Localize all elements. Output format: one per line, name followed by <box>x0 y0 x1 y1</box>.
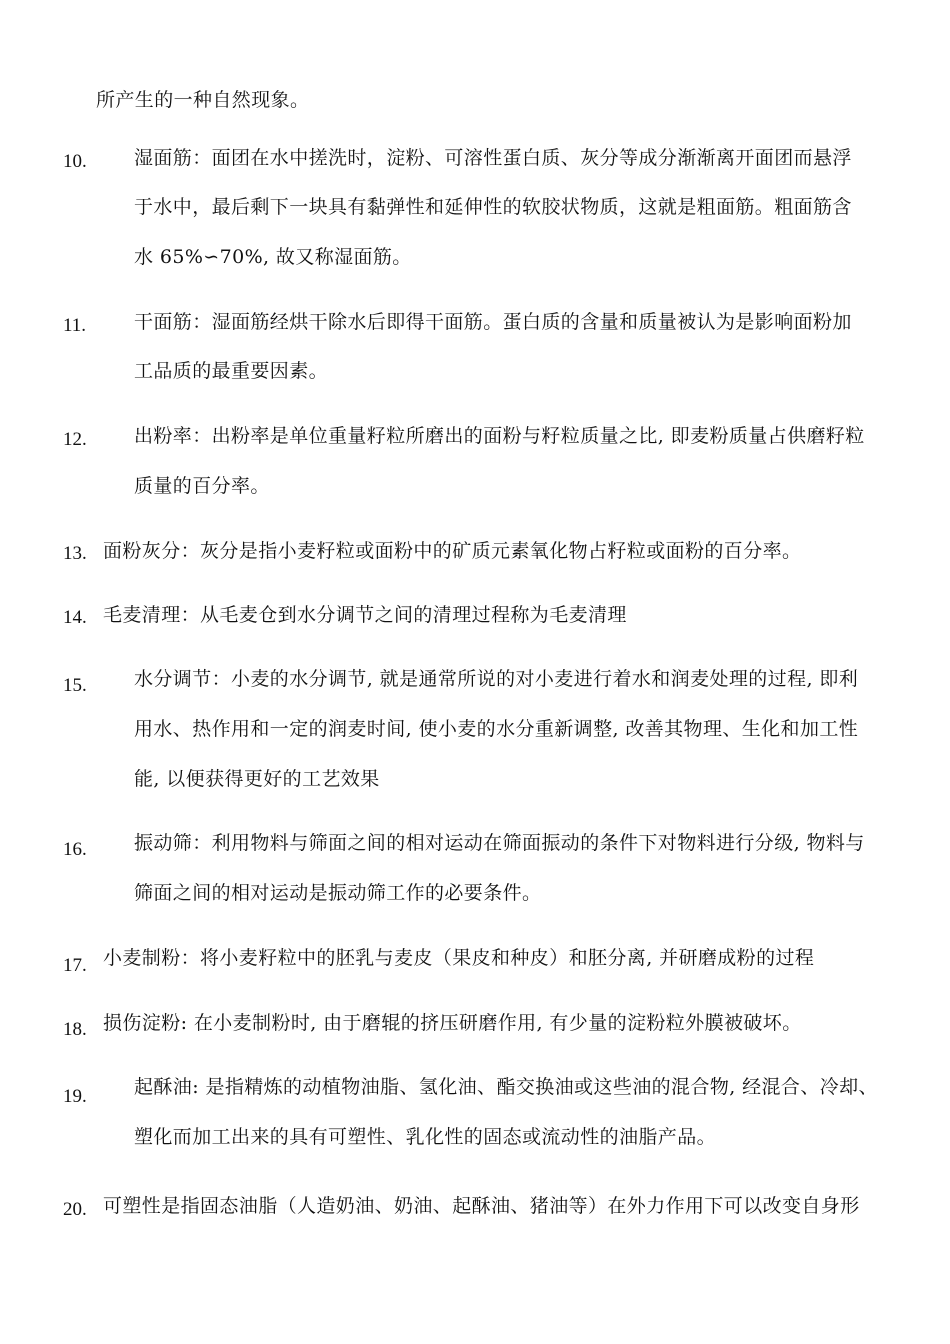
item-number-20: 20. <box>63 1199 87 1220</box>
item-18-line-1: 损伤淀粉: 在小麦制粉时, 由于磨辊的挤压研磨作用, 有少量的淀粉粒外膜被破坏。 <box>103 1012 802 1034</box>
item-19-line-1: 起酥油: 是指精炼的动植物油脂、氢化油、酯交换油或这些油的混合物, 经混合、冷却、 <box>134 1076 878 1098</box>
item-number-13: 13. <box>63 543 87 564</box>
item-number-14: 14. <box>63 607 87 628</box>
item-15-line-2: 用水、热作用和一定的润麦时间, 使小麦的水分重新调整, 改善其物理、生化和加工性 <box>134 718 859 740</box>
item-20-line-1: 可塑性是指固态油脂（人造奶油、奶油、起酥油、猪油等）在外力作用下可以改变自身形 <box>103 1195 860 1217</box>
item-12-line-2: 质量的百分率。 <box>134 475 270 497</box>
item-number-17: 17. <box>63 955 87 976</box>
item-17-line-1: 小麦制粉：将小麦籽粒中的胚乳与麦皮（果皮和种皮）和胚分离, 并研磨成粉的过程 <box>103 947 815 969</box>
item-10-line-2: 于水中，最后剩下一块具有黏弹性和延伸性的软胶状物质，这就是粗面筋。粗面筋含 <box>134 196 852 218</box>
item-15-line-3: 能, 以便获得更好的工艺效果 <box>134 768 380 790</box>
continuation-text: 所产生的一种自然现象。 <box>96 89 310 111</box>
item-16-line-2: 筛面之间的相对运动是振动筛工作的必要条件。 <box>134 882 542 904</box>
item-number-11: 11. <box>63 315 87 336</box>
item-13-line-1: 面粉灰分：灰分是指小麦籽粒或面粉中的矿质元素氧化物占籽粒或面粉的百分率。 <box>103 540 802 562</box>
item-number-16: 16. <box>63 839 87 860</box>
item-16-line-1: 振动筛：利用物料与筛面之间的相对运动在筛面振动的条件下对物料进行分级, 物料与 <box>134 832 865 854</box>
item-12-line-1: 出粉率：出粉率是单位重量籽粒所磨出的面粉与籽粒质量之比, 即麦粉质量占供磨籽粒 <box>134 425 865 447</box>
item-11-line-2: 工品质的最重要因素。 <box>134 360 329 382</box>
item-10-line-1: 湿面筋：面团在水中搓洗时，淀粉、可溶性蛋白质、灰分等成分渐渐离开面团而悬浮 <box>134 147 852 169</box>
item-14-line-1: 毛麦清理：从毛麦仓到水分调节之间的清理过程称为毛麦清理 <box>103 604 627 626</box>
item-number-10: 10. <box>63 151 87 172</box>
item-15-line-1: 水分调节：小麦的水分调节, 就是通常所说的对小麦进行着水和润麦处理的过程, 即利 <box>134 668 859 690</box>
item-10-line-3: 水 65%∽70%, 故又称湿面筋。 <box>134 246 412 268</box>
item-number-19: 19. <box>63 1086 87 1107</box>
item-number-18: 18. <box>63 1019 87 1040</box>
item-11-line-1: 干面筋：湿面筋经烘干除水后即得干面筋。蛋白质的含量和质量被认为是影响面粉加 <box>134 311 852 333</box>
item-number-12: 12. <box>63 429 87 450</box>
item-number-15: 15. <box>63 675 87 696</box>
item-19-line-2: 塑化而加工出来的具有可塑性、乳化性的固态或流动性的油脂产品。 <box>134 1126 717 1148</box>
